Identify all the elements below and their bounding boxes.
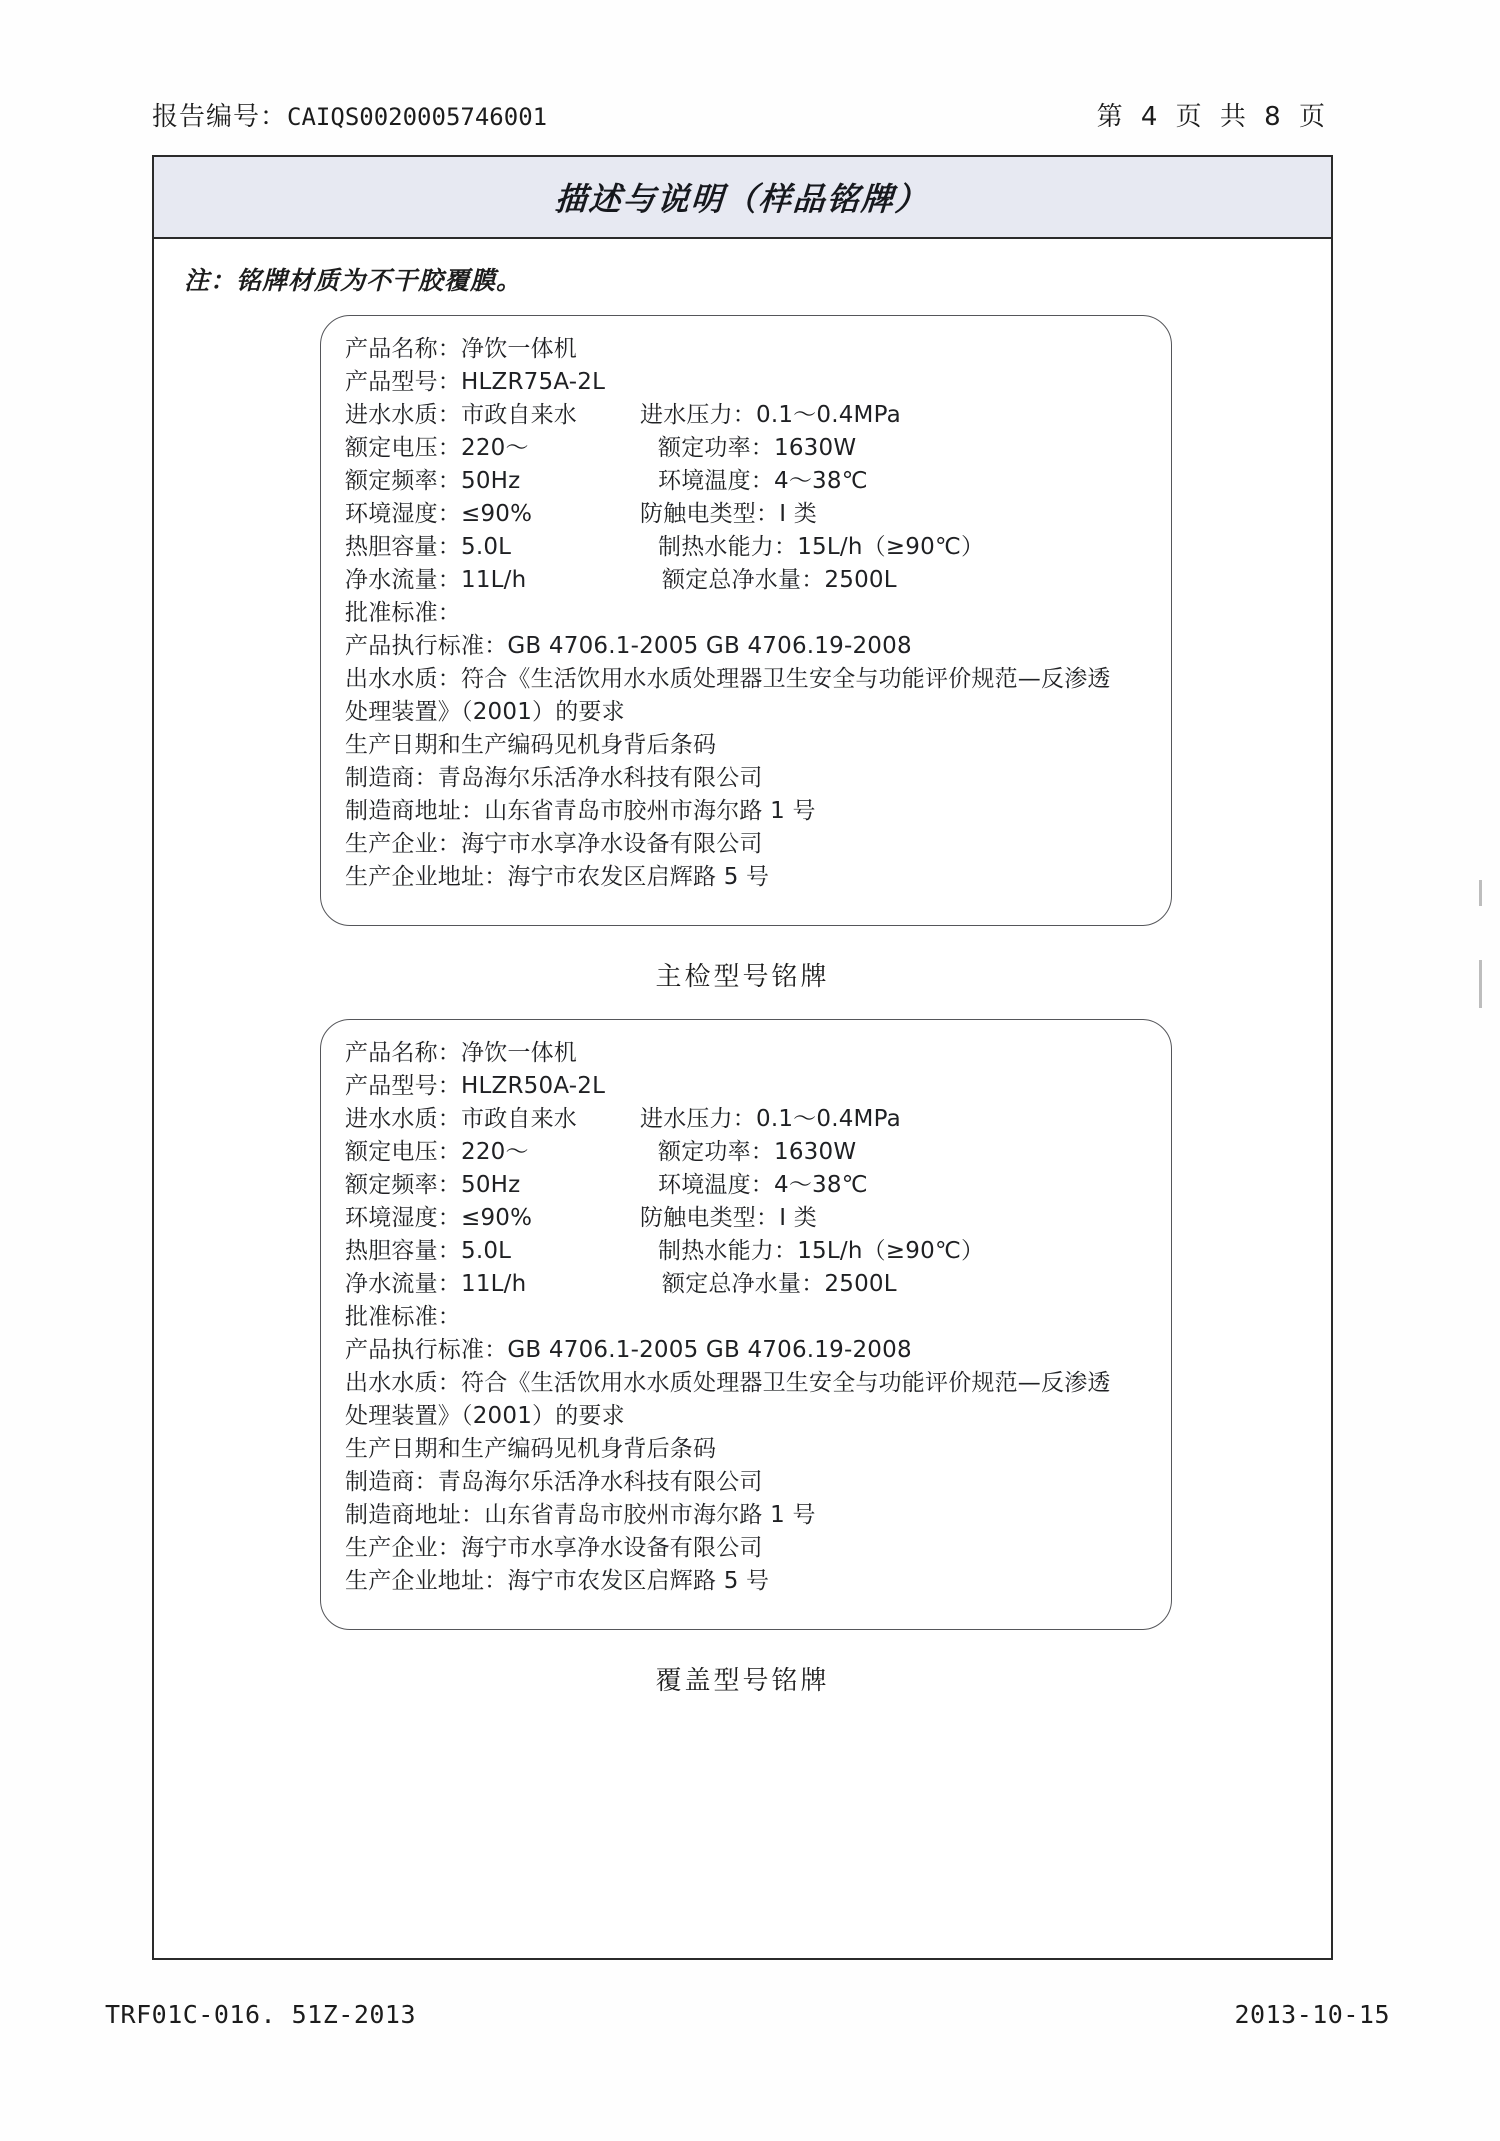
nameplate-block-covered	[154, 1019, 1331, 1697]
plate-field: 生产日期和生产编码见机身背后条码	[345, 732, 717, 758]
plate-field: 进水压力：0.1～0.4MPa	[640, 1106, 901, 1132]
plate-field: 生产企业：海宁市水享净水设备有限公司	[345, 1535, 763, 1561]
plate-field: 额定频率：50Hz	[345, 468, 521, 494]
plate-field: 环境湿度：≤90%	[345, 501, 533, 527]
plate-field: 防触电类型：I 类	[640, 501, 817, 527]
plate-field: 环境温度：4～38℃	[658, 1172, 868, 1198]
plate-field: 环境温度：4～38℃	[658, 468, 868, 494]
plate-field: 环境湿度：≤90%	[345, 1205, 533, 1231]
plate-field: 防触电类型：I 类	[640, 1205, 817, 1231]
material-note: 注：铭牌材质为不干胶覆膜。	[184, 266, 523, 295]
plate-field: 出水水质：符合《生活饮用水水质处理器卫生安全与功能评价规范—反渗透	[345, 1370, 1111, 1396]
plate-field: 批准标准：	[345, 600, 461, 626]
plate-field: 生产企业地址：海宁市农发区启辉路 5 号	[345, 864, 770, 890]
plate-field: 额定频率：50Hz	[345, 1172, 521, 1198]
report-number-value: CAIQS0020005746001	[287, 103, 548, 131]
plate-field: 热胆容量：5.0L	[345, 534, 512, 560]
plate-field: 制造商地址：山东省青岛市胶州市海尔路 1 号	[345, 1502, 816, 1528]
plate-field: 产品执行标准：GB 4706.1-2005 GB 4706.19-2008	[345, 633, 912, 659]
plate-field: 额定总净水量：2500L	[662, 1271, 897, 1297]
plate-field: 处理装置》（2001）的要求	[345, 1403, 625, 1429]
plate-field: 产品执行标准：GB 4706.1-2005 GB 4706.19-2008	[345, 1337, 912, 1363]
plate-field: 产品型号：HLZR75A-2L	[345, 369, 606, 395]
plate-field: 热胆容量：5.0L	[345, 1238, 512, 1264]
nameplate-block-main	[154, 315, 1331, 993]
plate-field: 出水水质：符合《生活饮用水水质处理器卫生安全与功能评价规范—反渗透	[345, 666, 1111, 692]
plate-field: 产品名称：净饮一体机	[345, 336, 577, 362]
plate-field: 制造商地址：山东省青岛市胶州市海尔路 1 号	[345, 798, 816, 824]
page-indicator: 第 4 页 共 8 页	[1096, 102, 1330, 132]
plate-field: 额定功率：1630W	[658, 1139, 857, 1165]
plate-field: 生产企业地址：海宁市农发区启辉路 5 号	[345, 1568, 770, 1594]
page-title: 描述与说明（样品铭牌）	[554, 180, 931, 218]
page-footer	[105, 2000, 1390, 2029]
nameplate-caption: 覆盖型号铭牌	[655, 1666, 830, 1696]
report-number	[152, 96, 547, 133]
nameplate-card	[320, 1019, 1172, 1630]
plate-field: 制造商：青岛海尔乐活净水科技有限公司	[345, 765, 763, 791]
content-frame	[152, 155, 1333, 1960]
plate-field: 额定电压：220～	[345, 435, 529, 461]
plate-field: 制热水能力：15L/h（≥90℃）	[658, 534, 985, 560]
scan-artifact	[1479, 960, 1482, 1008]
plate-field: 进水水质：市政自来水	[345, 1106, 577, 1132]
plate-field: 制造商：青岛海尔乐活净水科技有限公司	[345, 1469, 763, 1495]
plate-field: 批准标准：	[345, 1304, 461, 1330]
plate-field: 制热水能力：15L/h（≥90℃）	[658, 1238, 985, 1264]
page-header	[152, 96, 1370, 136]
plate-field: 额定电压：220～	[345, 1139, 529, 1165]
plate-field: 进水压力：0.1～0.4MPa	[640, 402, 901, 428]
plate-field: 进水水质：市政自来水	[345, 402, 577, 428]
plate-field: 生产企业：海宁市水享净水设备有限公司	[345, 831, 763, 857]
plate-field: 额定功率：1630W	[658, 435, 857, 461]
plate-field: 产品型号：HLZR50A-2L	[345, 1073, 606, 1099]
report-number-label: 报告编号：	[152, 102, 288, 132]
plate-field: 净水流量：11L/h	[345, 567, 527, 593]
plate-field: 产品名称：净饮一体机	[345, 1040, 577, 1066]
plate-field: 处理装置》（2001）的要求	[345, 699, 625, 725]
issue-date: 2013-10-15	[1234, 2000, 1390, 2029]
plate-field: 生产日期和生产编码见机身背后条码	[345, 1436, 717, 1462]
form-code: TRF01C-016. 51Z-2013	[105, 2000, 417, 2029]
section-title-band	[154, 157, 1331, 239]
plate-field: 净水流量：11L/h	[345, 1271, 527, 1297]
nameplate-card	[320, 315, 1172, 926]
plate-field: 额定总净水量：2500L	[662, 567, 897, 593]
scan-artifact	[1479, 880, 1482, 906]
nameplate-caption: 主检型号铭牌	[655, 962, 830, 992]
